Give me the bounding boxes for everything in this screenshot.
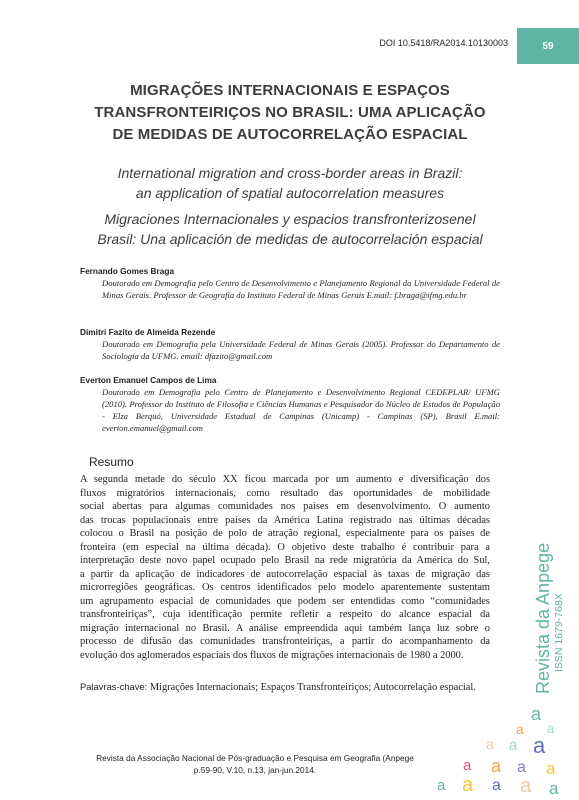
- abstract-line: migração internacional no Brasil. A análise empreendida aqui também lança luz sobre o: [80, 622, 491, 634]
- abstract-body: [80, 473, 490, 662]
- abstract-line: um agrupamento espacial de comunidades que podem ser entendidas como “comunidades: [80, 595, 490, 607]
- abstract-line: transfronteiriças”, cuja identificação permite refletir a respeito do alcance espacial da: [80, 609, 490, 620]
- abstract-line: colocou o Brasil na posição de polo de atração regional, especialmente para os países de: [80, 528, 490, 539]
- keywords-text: Migrações Internacionais; Espaços Transfronteiriços; Autocorrelação espacial.: [149, 682, 476, 693]
- decorative-letter: a: [549, 779, 559, 798]
- citation-footer: [70, 752, 440, 776]
- subtitle-line: International migration and cross-border areas in Brazil:: [117, 165, 463, 181]
- author-block: [80, 327, 500, 362]
- abstract-line: social abertas para algumas comunidades nos países em desenvolvimento. O aumento: [80, 501, 490, 512]
- article-title: [60, 80, 520, 146]
- author-name: Everton Emanuel Campos de Lima: [80, 375, 217, 385]
- title-line: MIGRAÇÕES INTERNACIONAIS E ESPAÇOS: [130, 82, 450, 99]
- abstract-line: fluxos migratórios internacionais, como resultado das oportunidades de mobilidade: [80, 487, 490, 499]
- subtitle-spanish: [60, 209, 520, 249]
- issn: ISSN 1679-768X: [553, 593, 565, 672]
- decorative-letter: a: [531, 704, 542, 724]
- decorative-letter: a: [516, 721, 524, 737]
- author-bio: Doutorado em Demografia pelo Centro de Planejamento e Desenvolvimento Regional CEDEPLAR/ UFMG (2010). Professor do Instituto de Filosofia e Ciências Humanas e Pesquisador do Núcleo de Estudos de População - Elza Berquó, Universidade Estadual de Campinas (Unicamp) - Campinas (SP), Brasil E.mail: everton.emanuel@gmail.com: [102, 387, 500, 433]
- author-bio: Doutorado em Demografia pelo Centro de Desenvolvimento e Planejamento Regional da Universidade Federal de Minas Gerais. Professor de Geografia do Instituto Federal de Minas Gerais E.mail: f.braga@ifmg.edu.br: [102, 278, 500, 300]
- abstract-line: das trocas populacionais entre países da América Latina registrado nas últimas décadas: [80, 514, 491, 526]
- footer-line: Revista da Associação Nacional de Pós-graduação e Pesquisa em Geografia (Anpege: [96, 753, 414, 763]
- title-line: TRANSFRONTEIRIÇOS NO BRASIL: UMA APLICAÇÃO: [94, 104, 486, 121]
- author-name: Dimitri Fazito de Almeida Rezende: [80, 327, 216, 337]
- decorative-letter: a: [491, 756, 502, 776]
- keywords-label: Palavras-chave:: [80, 681, 148, 692]
- author-bio: Doutorado em Demografia pela Universidade Federal de Minas Gerais (2005). Professor do Departamento de Sociologia da UFMG. email: dfazito@gmail.com: [102, 339, 500, 361]
- decorative-letter: a: [492, 777, 501, 794]
- decorative-letter: a: [517, 759, 526, 776]
- abstract-line: interpretação deste novo papel ocupado pelo Brasil na rede migratória da América do Sul,: [80, 555, 491, 566]
- author-block: [80, 375, 500, 434]
- decorative-letter: a: [509, 737, 518, 754]
- abstract-heading: Resumo: [89, 455, 134, 469]
- subtitle-line: Migraciones Internacionales y espacios transfronterizosenel: [104, 211, 476, 227]
- author-name: Fernando Gomes Braga: [80, 266, 175, 276]
- decorative-letter: a: [547, 721, 555, 736]
- subtitle-line: Brasil: Una aplicación de medidas de autocorrelación espacial: [97, 231, 483, 247]
- decorative-letter: a: [533, 733, 546, 758]
- abstract-line: fronteira (em especial na última década). O objetivo deste trabalho é contribuir para a: [80, 541, 491, 553]
- abstract-line: evolução dos aglomerados espaciais dos fluxos de migrações internacionais de 1980 a 2000.: [80, 649, 464, 661]
- abstract-line: A segunda metade do século XX ficou marcada por um aumento e diversificação dos: [80, 474, 490, 485]
- journal-name: Revista da Anpege: [533, 542, 553, 694]
- abstract-line: processo de difusão das comunidades transfronteiriças, a partir do acompanhamento da: [80, 636, 491, 647]
- journal-sidebar: [533, 543, 565, 694]
- decorative-letter: a: [520, 775, 532, 797]
- decorative-letter: a: [437, 777, 446, 794]
- abstract-line: a partir da aplicação de indicadores de autocorrelação espacial às taxas de migração das: [80, 568, 490, 580]
- decorative-letter: a: [463, 757, 472, 774]
- decorative-letter: a: [462, 774, 474, 796]
- footer-line: p.59-90, V.10, n.13, jan-jun.2014.: [193, 765, 317, 775]
- decorative-letter: a: [546, 759, 556, 778]
- subtitle-line: an application of spatial autocorrelation measures: [135, 185, 445, 201]
- author-block: [80, 266, 500, 301]
- subtitle-english: [60, 163, 520, 203]
- doi: DOI 10.5418/RA2014.10130003: [379, 38, 508, 48]
- title-line: DE MEDIDAS DE AUTOCORRELAÇÃO ESPACIAL: [112, 126, 468, 143]
- abstract-line: microrregiões geográficas. Os centros identificados pelo modelo aparentemente sustentam: [80, 582, 491, 593]
- keywords: [80, 680, 490, 695]
- decorative-letter: a: [486, 736, 494, 752]
- page-number: 59: [517, 28, 579, 64]
